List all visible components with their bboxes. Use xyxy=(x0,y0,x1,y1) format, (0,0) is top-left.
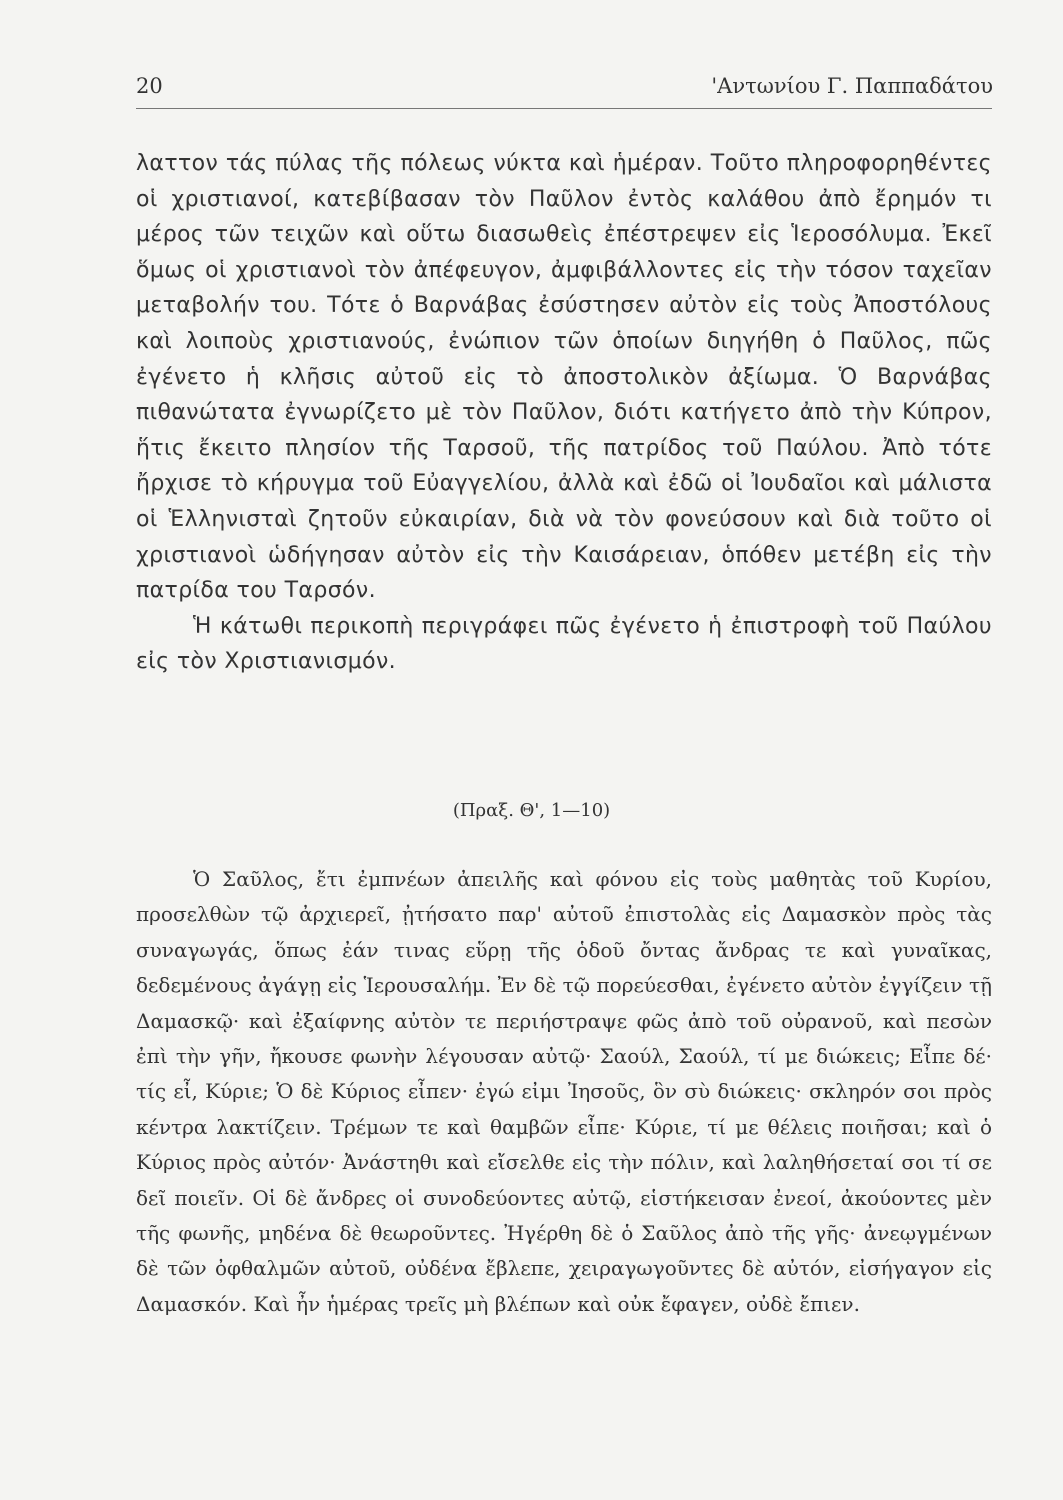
paragraph: λαττον τάς πύλας τῆς πόλεως νύκτα καὶ ἡμέραν. Τοῦτο πληροφορηθέντες οἱ χριστιανοί, κατεβίβασαν τὸν Παῦλον ἐντὸς καλάθου ἀπὸ ἔρημόν τι μέρος τῶν τειχῶν καὶ οὕτω διασωθεὶς ἐπέστρεψεν εἰς Ἱεροσόλυμα. Ἐκεῖ ὅμως οἱ χριστιανοὶ τὸν ἀπέφευγον, ἀμφιβάλλοντες εἰς τὴν τόσον ταχεῖαν μεταβολήν του. Τότε ὁ Βαρνάβας ἐσύστησεν αὐτὸν εἰς τοὺς Ἀποστόλους καὶ λοιποὺς χριστιανούς, ἐνώπιον τῶν ὁποίων διηγήθη ὁ Παῦλος, πῶς ἐγένετο ἡ κλῆσις αὐτοῦ εἰς τὸ ἀποστολικὸν ἀξίωμα. Ὁ Βαρνάβας πιθανώτατα ἐγνωρίζετο μὲ τὸν Παῦλον, διότι κατήγετο ἀπὸ τὴν Κύπρον, ἥτις ἔκειτο πλησίον τῆς Ταρσοῦ, τῆς πατρίδος τοῦ Παύλου. Ἀπὸ τότε ἤρχισε τὸ κήρυγμα τοῦ Εὐαγγελίου, ἀλλὰ καὶ ἐδῶ οἱ Ἰουδαῖοι καὶ μάλιστα οἱ Ἑλληνισταὶ ζητοῦν εὐκαιρίαν, διὰ νὰ τὸν φονεύσουν καὶ διὰ τοῦτο οἱ χριστιανοὶ ὡδήγησαν αὐτὸν εἰς τὴν Καισάρειαν, ὁπόθεν μετέβη εἰς τὴν πατρίδα του Ταρσόν. xyxy=(136,151,992,604)
page-number: 20 xyxy=(136,74,163,98)
paragraph: Ἡ κάτωθι περικοπὴ περιγράφει πῶς ἐγένετο ἡ ἐπιστροφὴ τοῦ Παύλου εἰς τὸν Χριστιανισμόν. xyxy=(136,613,992,675)
scripture-citation: (Πραξ. Θ', 1—10) xyxy=(452,800,611,821)
paragraph: Ὁ Σαῦλος, ἔτι ἐμπνέων ἀπειλῆς καὶ φόνου εἰς τοὺς μαθητὰς τοῦ Κυρίου, προσελθὼν τῷ ἀρχιερεῖ, ᾐτήσατο παρ' αὐτοῦ ἐπιστολὰς εἰς Δαμασκὸν πρὸς τὰς συναγωγάς, ὅπως ἐάν τινας εὕρῃ τῆς ὁδοῦ ὄντας ἄνδρας τε καὶ γυναῖκας, δεδεμένους ἀγάγῃ εἰς Ἱερουσαλήμ. Ἐν δὲ τῷ πορεύεσθαι, ἐγένετο αὐτὸν ἐγγίζειν τῇ Δαμασκῷ· καὶ ἐξαίφνης αὐτὸν τε περιήστραψε φῶς ἀπὸ τοῦ οὐρανοῦ, καὶ πεσὼν ἐπὶ τὴν γῆν, ἤκουσε φωνὴν λέγουσαν αὐτῷ· Σαούλ, Σαούλ, τί με διώκεις; Εἶπε δέ· τίς εἶ, Κύριε; Ὁ δὲ Κύριος εἶπεν· ἐγώ εἰμι Ἰησοῦς, ὃν σὺ διώκεις· σκληρόν σοι πρὸς κέντρα λακτίζειν. Τρέμων τε καὶ θαμβῶν εἶπε· Κύριε, τί με θέλεις ποιῆσαι; καὶ ὁ Κύριος πρὸς αὐτόν· Ἀνάστηθι καὶ εἴσελθε εἰς τὴν πόλιν, καὶ λαληθήσεταί σοι τί σε δεῖ ποιεῖν. Οἱ δὲ ἄνδρες οἱ συνοδεύοντες αὐτῷ, εἱστήκεισαν ἐνεοί, ἀκούοντες μὲν τῆς φωνῆς, μηδένα δὲ θεωροῦντες. Ἠγέρθη δὲ ὁ Σαῦλος ἀπὸ τῆς γῆς· ἀνεῳγμένων δὲ τῶν ὀφθαλμῶν αὐτοῦ, οὐδένα ἔβλεπε, χειραγωγοῦντες δὲ αὐτόν, εἰσήγαγον εἰς Δαμασκόν. Καὶ ἦν ἡμέρας τρεῖς μὴ βλέπων καὶ οὐκ ἔφαγεν, οὐδὲ ἔπιεν. xyxy=(136,867,992,1316)
commentary-text xyxy=(136,146,992,680)
running-head: 'Αντωνίου Γ. Παππαδάτου xyxy=(711,74,993,98)
header-rule xyxy=(136,108,992,109)
scripture-text xyxy=(136,862,992,1322)
